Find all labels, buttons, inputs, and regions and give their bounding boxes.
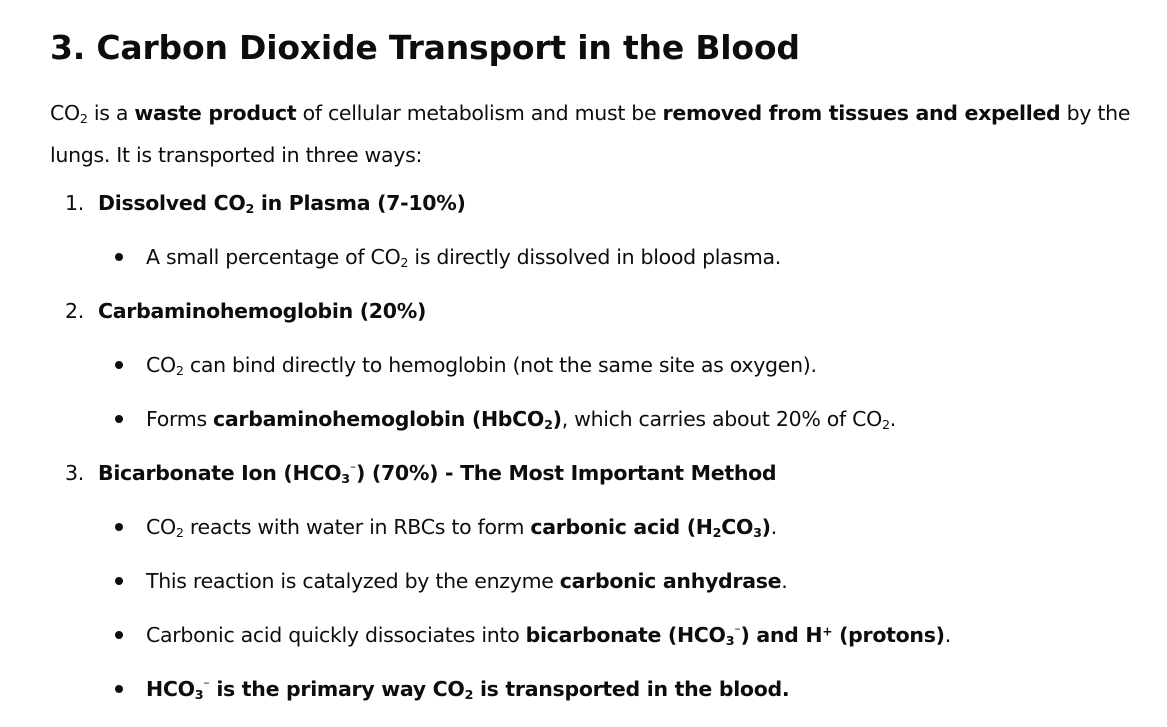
method-carbaminohemoglobin	[50, 284, 1150, 446]
list-item: Forms carbaminohemoglobin (HbCO$_2$), which carries about 20% of $CO_2$.	[50, 392, 1150, 446]
bullet-icon	[115, 577, 123, 585]
list-number: 1.	[65, 191, 84, 215]
bullet-icon	[115, 415, 123, 423]
bold-removed-expelled: removed from tissues and expelled	[662, 101, 1061, 125]
list-number: 2.	[65, 299, 84, 323]
intro-paragraph: $CO_2$ is a waste product of cellular metabolism and must be removed from tissues and expelled by the lungs. It is transported in three ways:	[50, 101, 1131, 167]
bullet-icon	[115, 361, 123, 369]
transport-methods-list	[50, 176, 1150, 716]
list-number: 3.	[65, 461, 84, 485]
bullet-icon	[115, 523, 123, 531]
bullet-list	[50, 500, 1150, 716]
bullet-list	[50, 230, 1150, 284]
bold-waste-product: waste product	[134, 101, 297, 125]
method-bicarbonate	[50, 446, 1150, 716]
list-item: $CO_2$ reacts with water in RBCs to form carbonic acid $(H_2CO_3)$.	[50, 500, 1150, 554]
method-title: 2. Carbaminohemoglobin (20%)	[50, 284, 1150, 338]
method-dissolved	[50, 176, 1150, 284]
list-item: Carbonic acid quickly dissociates into bicarbonate $(HCO_3^{^-})$ and H+ (protons).	[50, 608, 1150, 662]
bullet-icon	[115, 253, 123, 261]
list-item: This reaction is catalyzed by the enzyme carbonic anhydrase.	[50, 554, 1150, 608]
section-heading: 3. Carbon Dioxide Transport in the Blood	[50, 28, 800, 67]
bullet-icon	[115, 685, 123, 693]
list-item: $HCO_3^{^-}$ is the primary way $CO_2$ is transported in the blood.	[50, 662, 1150, 716]
bullet-icon	[115, 631, 123, 639]
list-item: A small percentage of $CO_2$ is directly dissolved in blood plasma.	[50, 230, 1150, 284]
method-title: 1. Dissolved $CO_2$ in Plasma (7-10%)	[50, 176, 1150, 230]
method-title: 3. Bicarbonate Ion $(HCO_3^{^-})$ (70%) - The Most Important Method	[50, 446, 1150, 500]
list-item: $CO_2$ can bind directly to hemoglobin (not the same site as oxygen).	[50, 338, 1150, 392]
bullet-list	[50, 338, 1150, 446]
